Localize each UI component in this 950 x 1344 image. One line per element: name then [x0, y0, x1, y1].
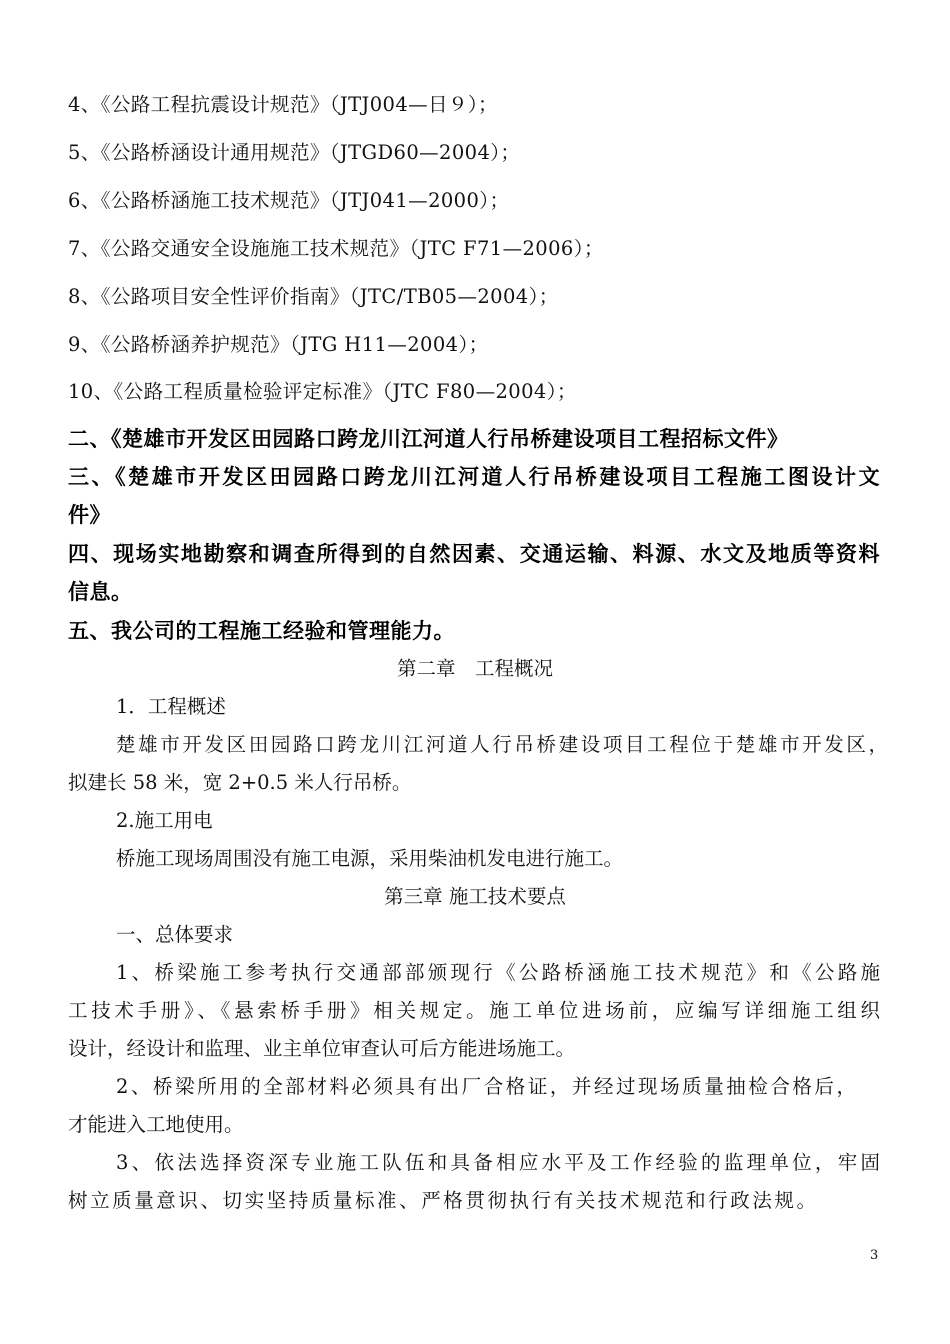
requirement-1-line2: 工技术手册》、《悬索桥手册》相关规定。施工单位进场前，应编写详细施工组织: [68, 999, 880, 1022]
section-1-line1: 楚雄市开发区田园路口跨龙川江河道人行吊桥建设项目工程位于楚雄市开发区，: [116, 733, 888, 756]
chapter-3-title: 第三章 施工技术要点: [384, 885, 566, 908]
reference-item-4: 4、《公路工程抗震设计规范》（JTJ004—日９）；: [68, 93, 498, 116]
section-1-line2: 拟建长 58 米，宽 2+0.5 米人行吊桥。: [68, 771, 412, 794]
page-number: 3: [870, 1248, 879, 1263]
basis-item-2: 二、《楚雄市开发区田园路口跨龙川江河道人行吊桥建设项目工程招标文件》: [68, 427, 789, 451]
requirement-3-line1: 3、依法选择资深专业施工队伍和具备相应水平及工作经验的监理单位，牢固: [116, 1151, 880, 1174]
requirement-3-line2: 树立质量意识、切实坚持质量标准、严格贯彻执行有关技术规范和行政法规。: [68, 1189, 816, 1212]
reference-item-9: 9、《公路桥涵养护规范》（JTG H11—2004）；: [68, 333, 489, 356]
section-1-heading: 1．工程概述: [116, 695, 226, 718]
requirement-2-line2: 才能进入工地使用。: [68, 1113, 244, 1136]
general-requirements-heading: 一、总体要求: [116, 923, 234, 946]
reference-item-7: 7、《公路交通安全设施施工技术规范》（JTC F71—2006）；: [68, 237, 604, 260]
chapter-2-title: 第二章 工程概况: [396, 657, 553, 680]
section-2-heading: 2.施工用电: [116, 809, 213, 832]
basis-item-5: 五、我公司的工程施工经验和管理能力。: [68, 619, 455, 643]
requirement-1-line1: 1、桥梁施工参考执行交通部部颁现行《公路桥涵施工技术规范》和《公路施: [116, 961, 880, 984]
requirement-1-line3: 设计，经设计和监理、业主单位审查认可后方能进场施工。: [68, 1037, 576, 1060]
reference-item-10: 10、《公路工程质量检验评定标准》（JTC F80—2004）；: [68, 380, 577, 403]
basis-item-3-line2: 件》: [68, 503, 111, 527]
reference-item-5: 5、《公路桥涵设计通用规范》（JTGD60—2004）；: [68, 141, 521, 164]
basis-item-3-line1: 三、《楚雄市开发区田园路口跨龙川江河道人行吊桥建设项目工程施工图设计文: [68, 465, 880, 489]
requirement-2-line1: 2、桥梁所用的全部材料必须具有出厂合格证，并经过现场质量抽检合格后，: [116, 1075, 856, 1098]
reference-item-8: 8、《公路项目安全性评价指南》（JTC/TB05—2004）；: [68, 285, 559, 308]
basis-item-4-line2: 信息。: [68, 580, 133, 604]
section-2-text: 桥施工现场周围没有施工电源，采用柴油机发电进行施工。: [116, 847, 624, 870]
basis-item-4-line1: 四、现场实地勘察和调查所得到的自然因素、交通运输、料源、水文及地质等资料: [68, 542, 880, 566]
reference-item-6: 6、《公路桥涵施工技术规范》（JTJ041—2000）；: [68, 189, 510, 212]
